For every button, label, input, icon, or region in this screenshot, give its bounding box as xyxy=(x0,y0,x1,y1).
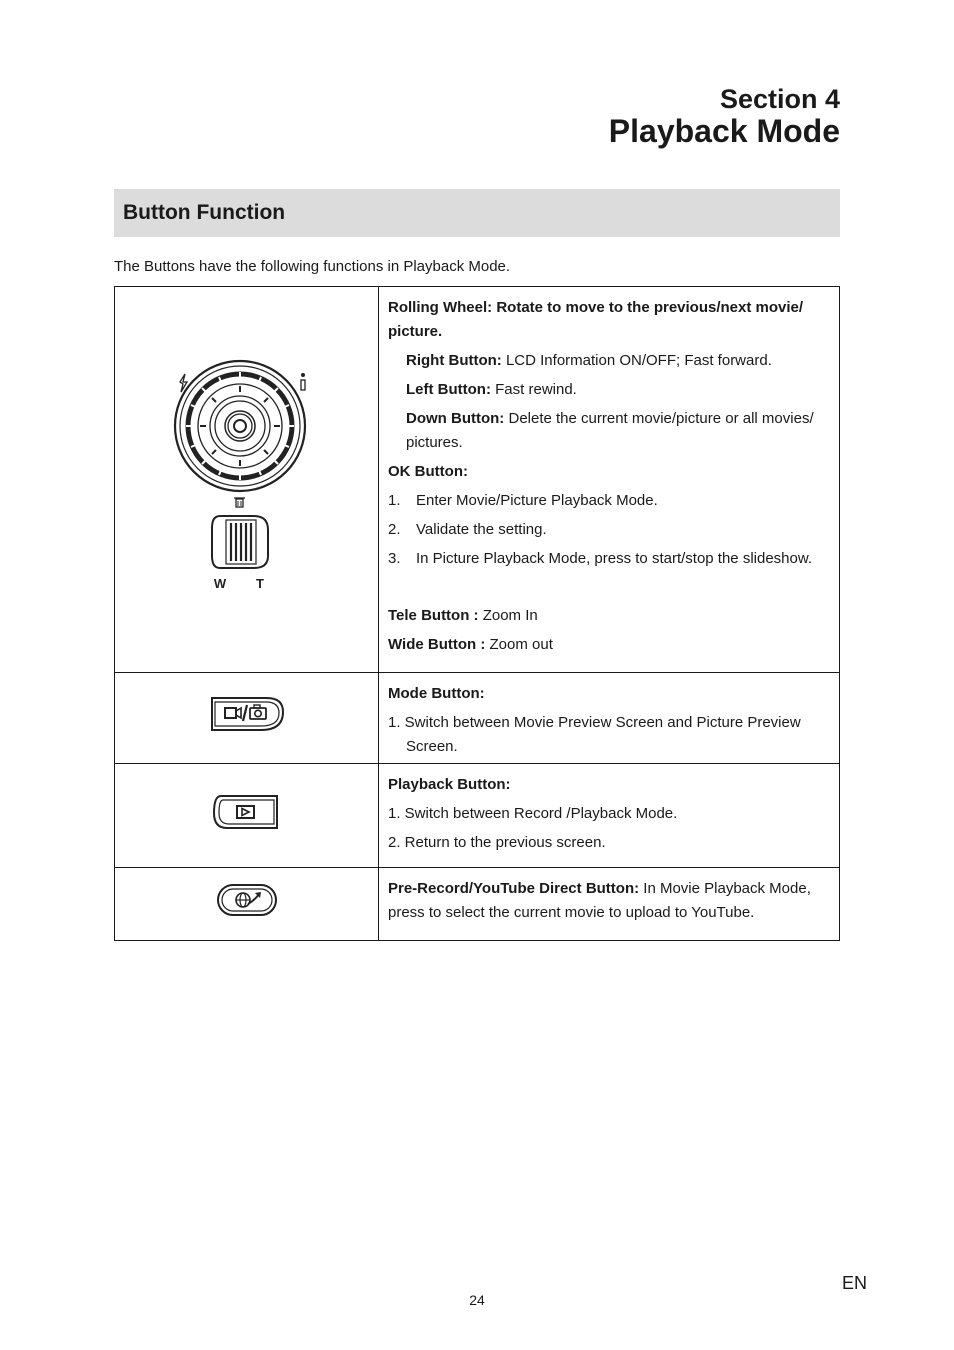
ok-button-heading: OK Button: xyxy=(388,463,468,480)
list-item: 1. Switch between Record /Playback Mode. xyxy=(388,805,678,822)
icon-cell xyxy=(115,287,379,673)
list-item: 2. Return to the previous screen. xyxy=(388,834,606,851)
intro-text: The Buttons have the following functions in Playback Mode. xyxy=(114,258,511,275)
rolling-wheel-heading: Rolling Wheel: Rotate to move to the previous/next movie/ picture. xyxy=(388,299,804,340)
youtube-direct-button-description: Pre-Record/YouTube Direct Button: In Movie Playback Mode, press to select the current movie to upload to YouTube. xyxy=(388,880,811,921)
youtube-direct-button-icon xyxy=(215,882,279,918)
down-button-description: Down Button: Delete the current movie/picture or all movies/ pictures. xyxy=(406,410,814,451)
language-code: EN xyxy=(841,1273,867,1293)
mode-button-icon xyxy=(209,695,285,733)
list-item: 2. Validate the setting. xyxy=(388,521,547,538)
rolling-wheel-and-zoom-lever-icon xyxy=(172,356,322,596)
list-item: 1. Enter Movie/Picture Playback Mode. xyxy=(388,492,658,509)
zoom-wide-label: W xyxy=(213,575,226,591)
section-heading xyxy=(609,84,840,150)
description-cell xyxy=(379,868,840,941)
subsection-bar xyxy=(114,189,840,237)
section-title: Playback Mode xyxy=(608,113,840,150)
description-cell xyxy=(379,673,840,764)
section-number: Section 4 xyxy=(719,84,840,114)
right-button-description: Right Button: LCD Information ON/OFF; Fast forward. xyxy=(406,352,772,369)
table-row xyxy=(115,673,840,764)
list-item: 3. In Picture Playback Mode, press to start/stop the slideshow. xyxy=(388,550,813,567)
mode-button-heading: Mode Button: xyxy=(388,685,485,702)
list-item: 1. Switch between Movie Preview Screen and Picture Preview Screen. xyxy=(388,714,801,755)
tele-button-description: Tele Button : Zoom In xyxy=(388,607,538,624)
table-row xyxy=(115,287,840,673)
page-number: 24 xyxy=(469,1292,485,1308)
description-cell xyxy=(379,764,840,868)
wide-button-description: Wide Button : Zoom out xyxy=(388,636,553,653)
table-row xyxy=(115,764,840,868)
left-button-description: Left Button: Fast rewind. xyxy=(406,381,577,398)
icon-cell xyxy=(115,868,379,941)
zoom-tele-label: T xyxy=(255,575,264,591)
subsection-title: Button Function xyxy=(123,201,286,224)
playback-button-heading: Playback Button: xyxy=(388,776,511,793)
playback-button-icon xyxy=(211,793,283,831)
icon-cell xyxy=(115,673,379,764)
button-function-table xyxy=(114,286,840,941)
icon-cell xyxy=(115,764,379,868)
description-cell xyxy=(379,287,840,673)
table-row xyxy=(115,868,840,941)
